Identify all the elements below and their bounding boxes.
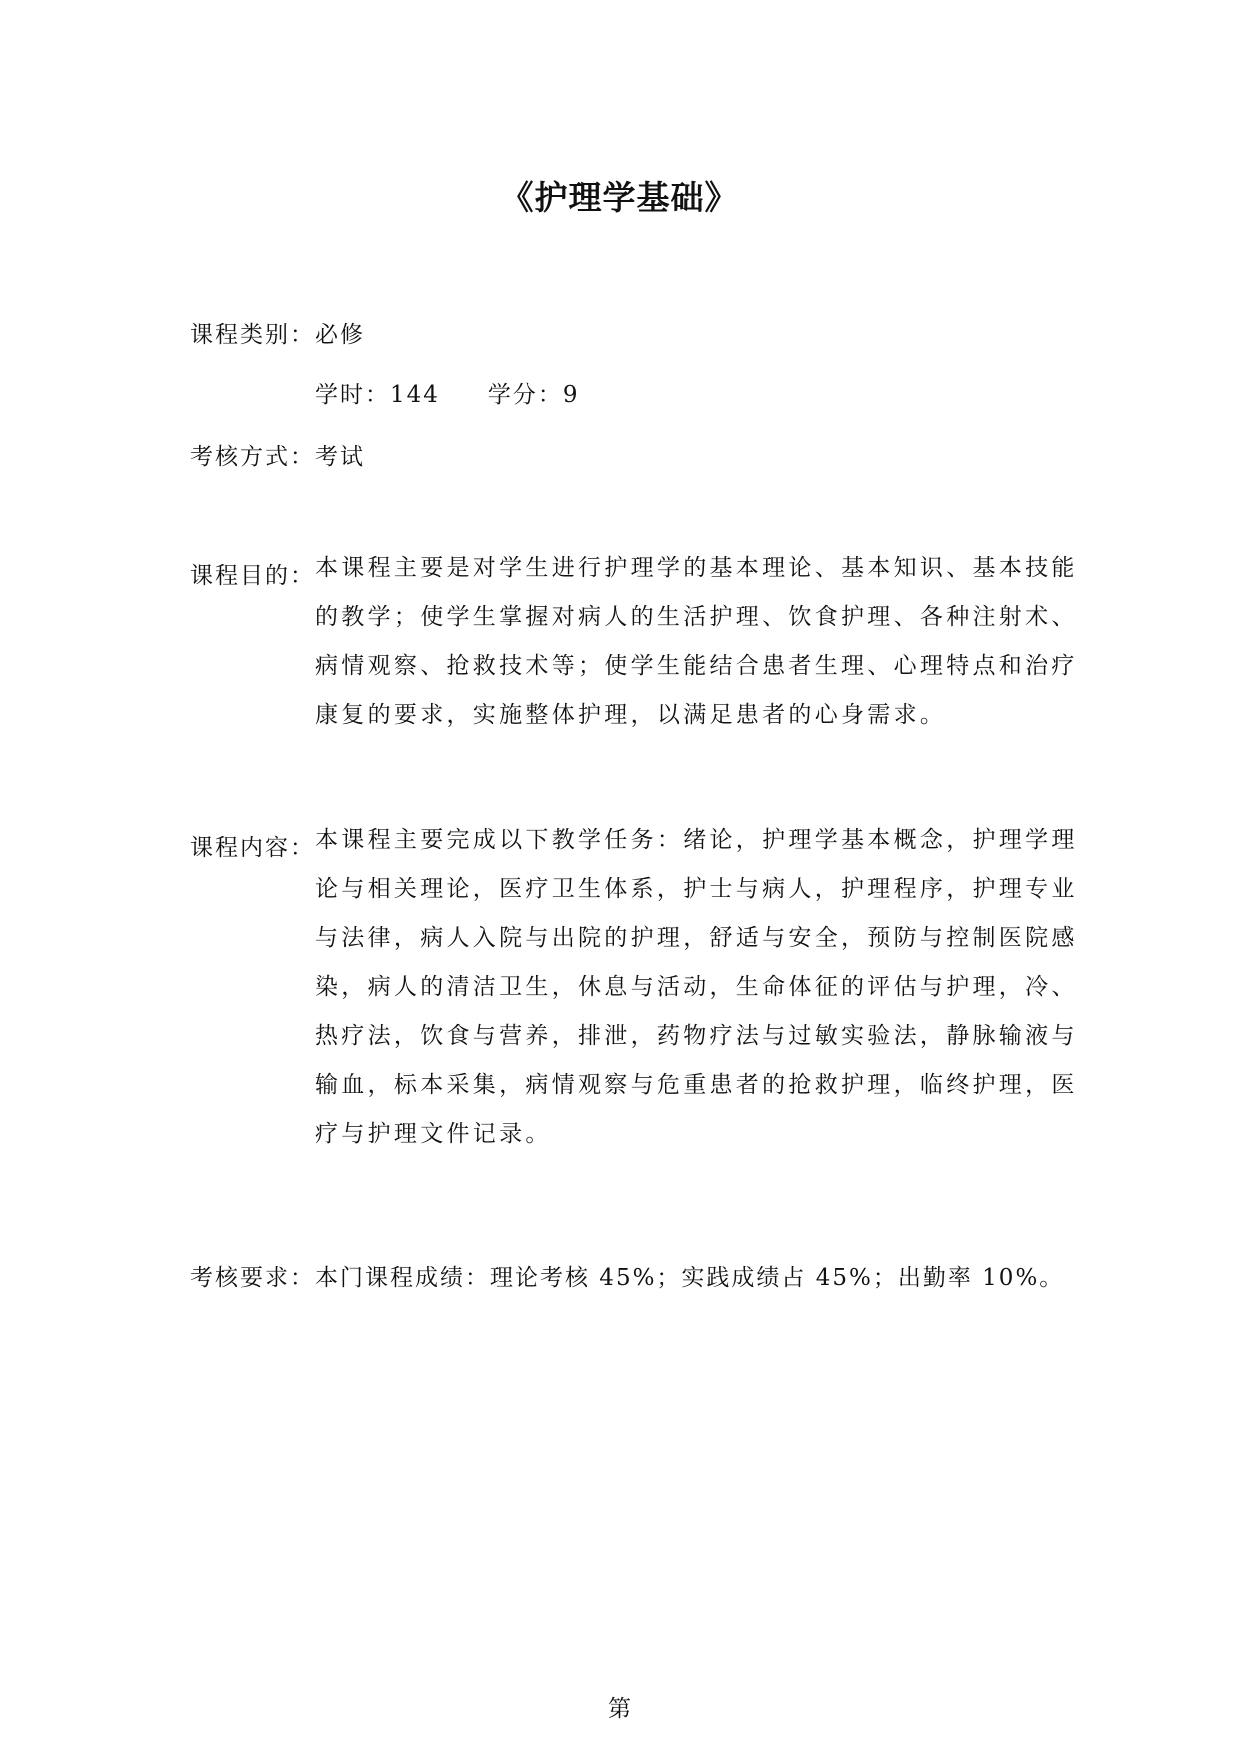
assessment-requirement-label: 考核要求： xyxy=(190,1265,315,1291)
hours-credits-row xyxy=(315,376,580,409)
assessment-requirement-row xyxy=(190,1259,1064,1292)
assessment-method-value: 考试 xyxy=(315,444,365,470)
course-type-row xyxy=(190,316,365,349)
course-content-line: 与法律，病人入院与出院的护理，舒适与安全，预防与控制医院感 xyxy=(315,925,1078,951)
course-content-line: 疗与护理文件记录。 xyxy=(315,1121,552,1147)
course-objective-line: 康复的要求，实施整体护理，以满足患者的心身需求。 xyxy=(315,702,947,728)
course-objective-line: 病情观察、抢救技术等；使学生能结合患者生理、心理特点和治疗 xyxy=(315,653,1078,679)
assessment-method-label: 考核方式： xyxy=(190,444,315,470)
course-content-label: 课程内容： xyxy=(190,835,315,861)
credits-value: 9 xyxy=(562,382,580,408)
assessment-requirement-value: 本门课程成绩：理论考核 45%；实践成绩占 45%；出勤率 10%。 xyxy=(315,1265,1065,1291)
course-type-value: 必修 xyxy=(315,322,365,348)
course-objective-line: 本课程主要是对学生进行护理学的基本理论、基本知识、基本技能 xyxy=(315,555,1078,581)
course-objective-line: 的教学；使学生掌握对病人的生活护理、饮食护理、各种注射术、 xyxy=(315,604,1078,630)
hours-label: 学时： xyxy=(315,382,390,408)
course-objective-text xyxy=(315,555,1078,753)
course-content-line: 染，病人的清洁卫生，休息与活动，生命体征的评估与护理，冷、 xyxy=(315,974,1078,1000)
course-content-text xyxy=(315,827,1078,1172)
course-content-line: 输血，标本采集，病情观察与危重患者的抢救护理，临终护理，医 xyxy=(315,1072,1078,1098)
course-objective-label: 课程目的： xyxy=(190,563,315,589)
hours-value: 144 xyxy=(390,382,440,408)
assessment-method-row xyxy=(190,438,365,471)
course-content-line: 本课程主要完成以下教学任务：绪论，护理学基本概念，护理学理 xyxy=(315,827,1078,853)
course-content-line: 热疗法，饮食与营养，排泄，药物疗法与过敏实验法，静脉输液与 xyxy=(315,1023,1078,1049)
course-type-label: 课程类别： xyxy=(190,322,315,348)
page-footer: 第 xyxy=(608,1696,631,1722)
credits-label: 学分： xyxy=(487,382,563,408)
course-content-line: 论与相关理论，医疗卫生体系，护士与病人，护理程序，护理专业 xyxy=(315,876,1078,902)
document-title: 《护理学基础》 xyxy=(500,178,739,217)
